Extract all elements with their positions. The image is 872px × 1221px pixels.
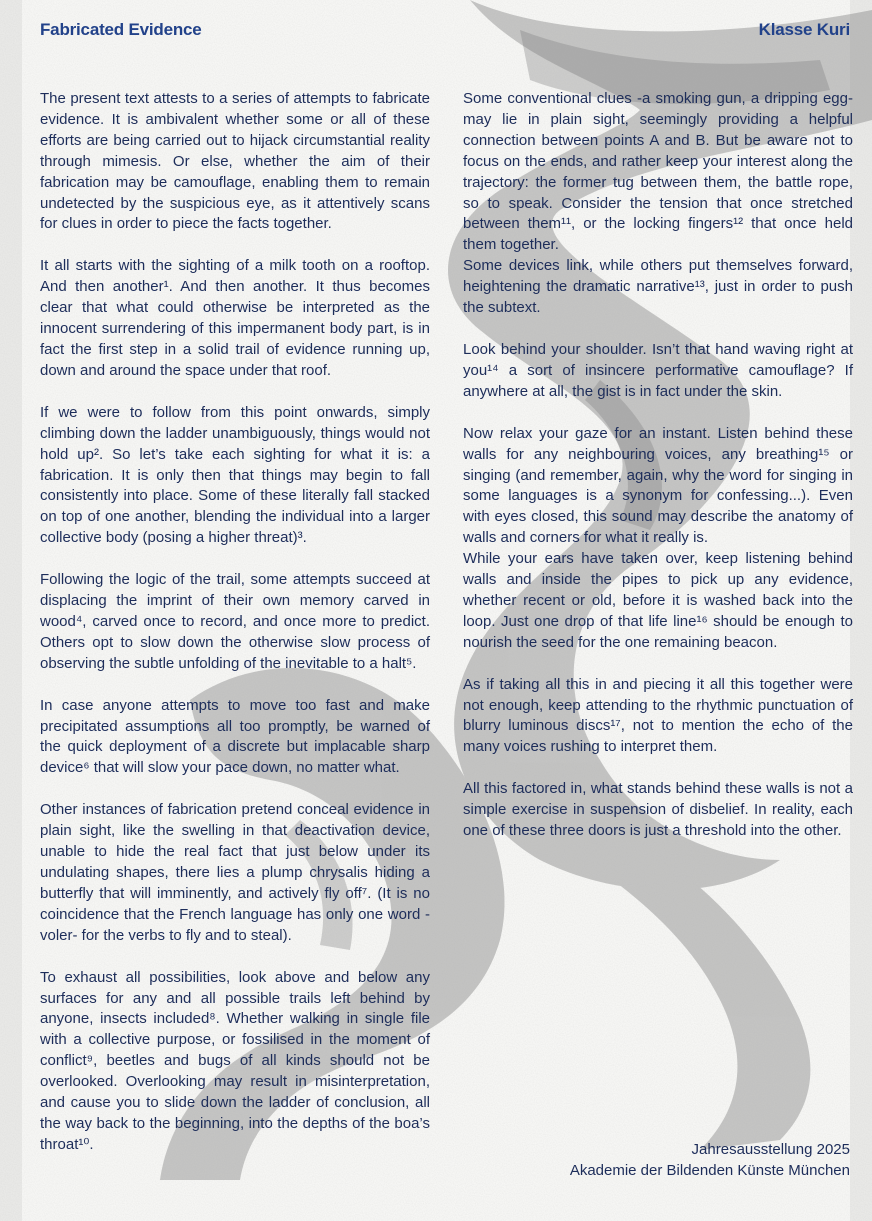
exhibition-name: Jahresausstellung 2025 xyxy=(691,1141,850,1158)
paragraph: To exhaust all possibilities, look above and below any surfaces for any and all possible trails left behind by anyone, insects included⁸. Whether walking in single file with a collective purpose, or fossilised in the moment of conflict⁹, beetles and bugs of all kinds should not be overlooked. Overlooking may result in misinterpretation, and cause you to slide down the ladder of conclusion, all the way back to the beginning, into the depths of the boa’s throat¹⁰. xyxy=(40,968,430,1153)
academy-name: Akademie der Bildenden Künste München xyxy=(569,1162,850,1179)
paragraph: The present text attests to a series of attempts to fabricate evidence. It is ambivalent whether some or all of these efforts are being carried out to hijack circumstantial reality through mimesis. Or else, whether the aim of their fabrication may be camouflage, enabling them to remain undetected by the suspicious eye, as it attentively scans for clues in order to piece the facts together. xyxy=(40,90,430,233)
document-title: Fabricated Evidence xyxy=(40,20,202,39)
right-text-column xyxy=(463,89,853,863)
paragraph: Some devices link, while others put themselves forward, heightening the dramatic narrative¹³, just in order to push the subtext. xyxy=(463,257,853,317)
paragraph: While your ears have taken over, keep listening behind walls and inside the pipes to pick up any evidence, whether recent or old, before it is washed back into the loop. Just one drop of that life line¹⁶ should be enough to nourish the seed for the one remaining beacon. xyxy=(463,550,853,651)
paragraph: Now relax your gaze for an instant. Listen behind these walls for any neighbouring voices, any breathing¹⁵ or singing (and remember, again, why the word for singing in some languages is a synonym for confessing...). Even with eyes closed, this sound may describe the anatomy of walls and corners for what it really is. xyxy=(463,424,853,547)
paragraph: As if taking all this in and piecing it all this together were not enough, keep attending to the rhythmic punctuation of blurry luminous discs¹⁷, not to mention the echo of the many voices rushing to interpret them. xyxy=(463,675,853,756)
exhibition-footer xyxy=(570,1139,850,1181)
left-text-column xyxy=(40,89,430,1177)
paragraph: All this factored in, what stands behind these walls is not a simple exercise in suspension of disbelief. In reality, each one of these three doors is just a threshold into the other. xyxy=(463,780,853,840)
paragraph: Other instances of fabrication pretend conceal evidence in plain sight, like the swelling in that deactivation device, unable to hide the real fact that just below under its undulating shapes, there lies a plump chrysalis hiding a butterfly that will imminently, and actively fly off⁷. (It is no coincidence that the French language has only one word -voler- for the verbs to fly and to steal). xyxy=(40,801,430,944)
paragraph: In case anyone attempts to move too fast and make precipitated assumptions all too promptly, be warned of the quick deployment of a discrete but implacable sharp device⁶ that will slow your pace down, no matter what. xyxy=(40,696,430,777)
paragraph: Following the logic of the trail, some attempts succeed at displacing the imprint of their own memory carved in wood⁴, carved once to record, and once more to predict. Others opt to slow down the otherwise slow process of observing the subtle unfolding of the inevitable to a halt⁵. xyxy=(40,571,430,672)
paragraph: Some conventional clues -a smoking gun, a dripping egg- may lie in plain sight, seemingly providing a helpful connection between points A and B. But be aware not to focus on the ends, and rather keep your interest along the trajectory: the former tug between them, the battle rope, so to speak. Consider the tension that once stretched between them¹¹, or the locking fingers¹² that once held them together. xyxy=(463,90,853,254)
paragraph: If we were to follow from this point onwards, simply climbing down the ladder unambiguously, things would not hold up². So let’s take each sighting for what it is: a fabrication. It is only then that things may begin to fall consistently into place. Some of these literally fall stacked on top of one another, blending the individual into a larger collective body (posing a higher threat)³. xyxy=(40,403,430,547)
paragraph: It all starts with the sighting of a milk tooth on a rooftop. And then another¹. And then another. It thus becomes clear that what could otherwise be interpreted as the innocent surrendering of this impermanent body part, is in fact the first step in a solid trail of evidence running up, down and around the space under that roof. xyxy=(40,257,430,379)
paragraph: Look behind your shoulder. Isn’t that hand waving right at you¹⁴ a sort of insincere performative camouflage? If anywhere at all, the gist is in fact under the skin. xyxy=(463,340,853,400)
class-name: Klasse Kuri xyxy=(758,20,850,39)
